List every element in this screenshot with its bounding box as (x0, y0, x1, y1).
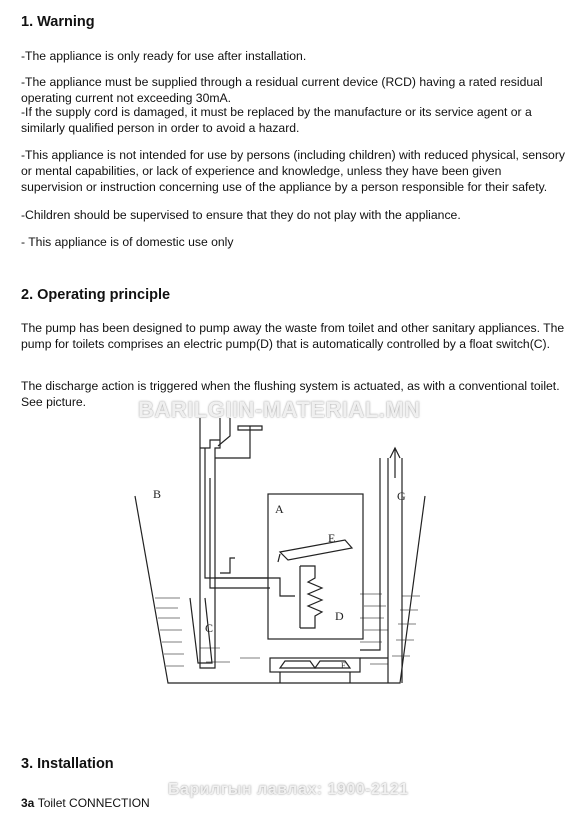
warning-paragraph-5: -Children should be supervised to ensure that they do not play with the appliance. (21, 208, 461, 222)
operating-heading: 2. Operating principle (21, 287, 171, 303)
installation-sub-title: Toilet CONNECTION (37, 796, 150, 810)
label-b: B (153, 487, 162, 501)
label-f: F (341, 661, 346, 670)
warning-paragraph-3: -If the supply cord is damaged, it must be replaced by the manufacture or its service agent or a similarly qualified person in order to avoid a hazard. (21, 105, 532, 135)
warning-paragraph-1: -The appliance is only ready for use after installation. (21, 49, 307, 63)
label-c: C (205, 621, 214, 635)
pump-base (270, 658, 360, 672)
installation-heading: 3. Installation (21, 756, 114, 772)
watermark-phone: Барилгын лавлах: 1900-2121 (168, 781, 409, 798)
watermark-site: BARILGIIN-MATERIAL.MN (138, 397, 421, 422)
warning-heading: 1. Warning (21, 14, 95, 30)
installation-sub-number: 3a (21, 796, 35, 810)
warning-paragraph-6: - This appliance is of domestic use only (21, 235, 234, 249)
label-d: D (335, 609, 344, 623)
pump-diagram (120, 418, 450, 693)
float-switch (280, 540, 352, 560)
label-g: G (397, 489, 406, 503)
label-a: A (275, 502, 284, 516)
label-e: E (328, 531, 336, 545)
operating-paragraph-1: The pump has been designed to pump away the waste from toilet and other sanitary appliances. The pump for toilets comprises an electric pump(D) that is automatically controlled by a float switch(C). (21, 321, 565, 351)
spring (300, 566, 322, 628)
warning-paragraph-4: -This appliance is not intended for use by persons (including children) with reduced physical, sensory or mental capabilities, or lack of experience and knowledge, unless they have been given supervision or instruction concerning use of the appliance by a person responsible for their safety. (21, 148, 565, 194)
installation-subheading (21, 796, 150, 810)
operating-paragraph-2: The discharge action is triggered when the flushing system is actuated, as with a conventional toilet. See picture. (21, 379, 560, 409)
warning-paragraph-2: -The appliance must be supplied through a residual current device (RCD) having a rated residual operating current not exceeding 30mA. (21, 75, 543, 105)
